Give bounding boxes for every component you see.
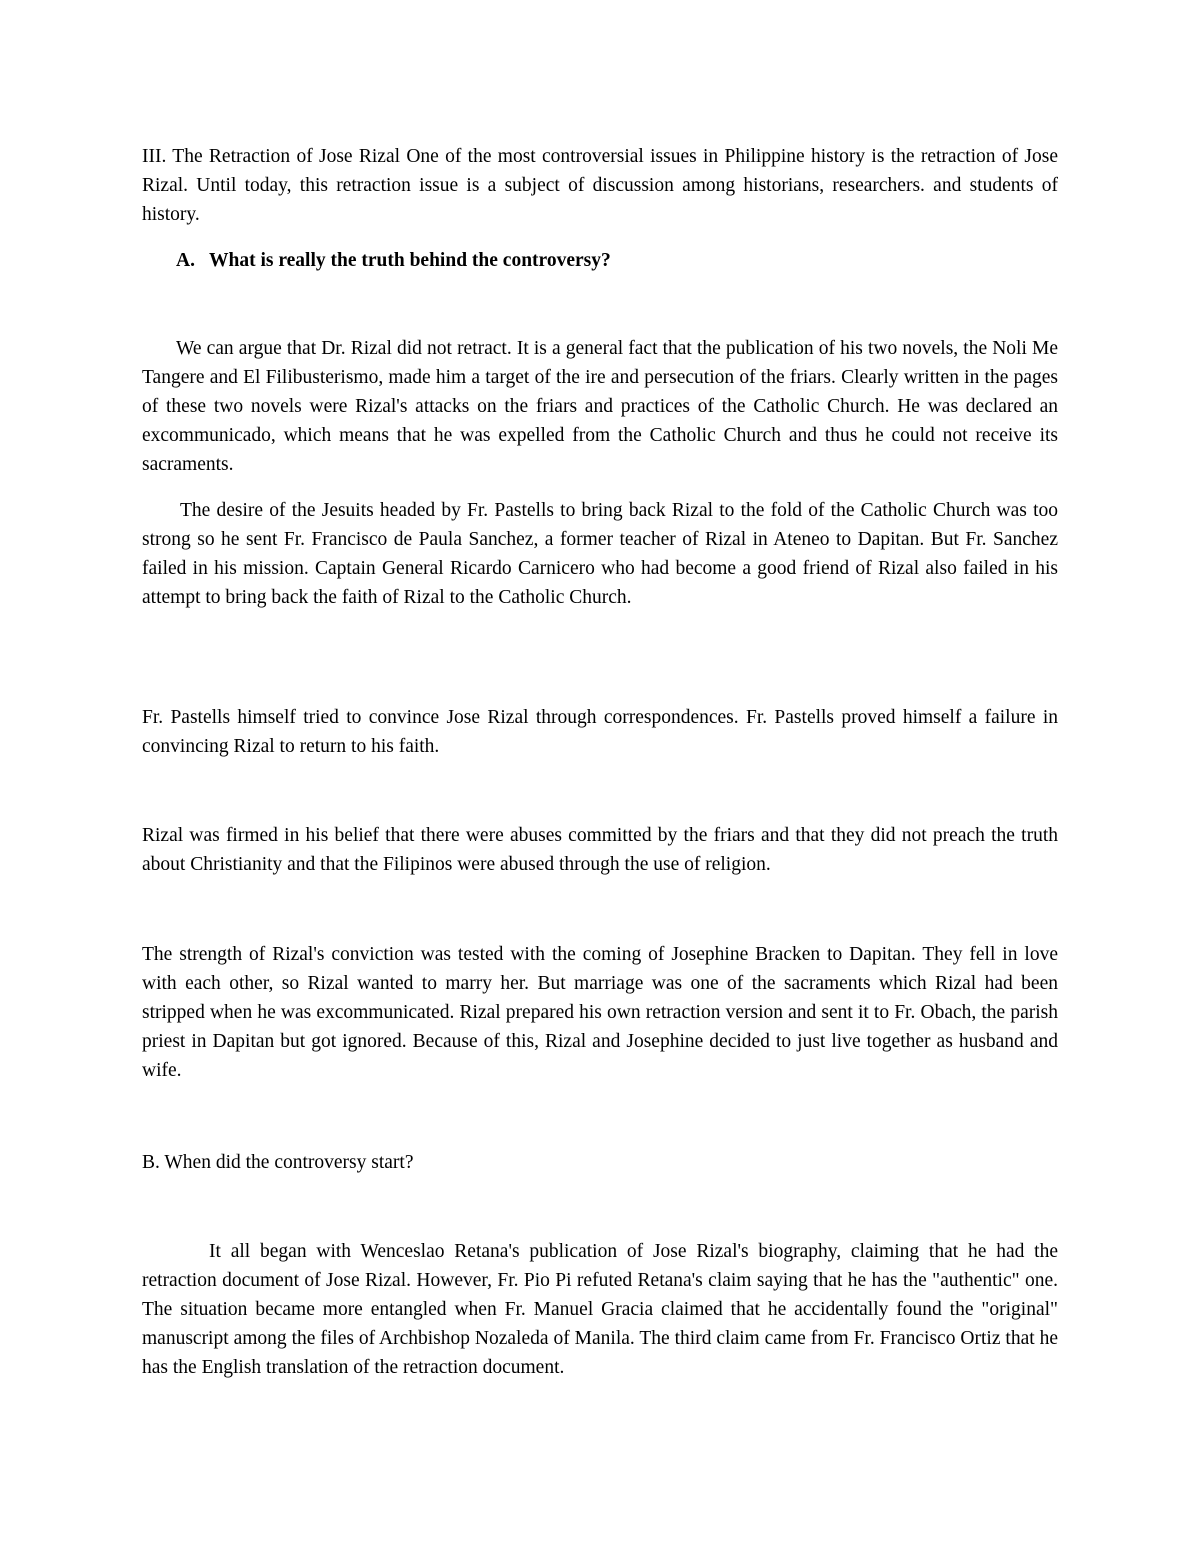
paragraph-jesuits-desire: The desire of the Jesuits headed by Fr. Pastells to bring back Rizal to the fold of the Catholic Church was too strong so he sent Fr. Francisco de Paula Sanchez, a former teacher of Rizal in Ateneo to Dapitan. But Fr. Sanchez failed in his mission. Captain General Ricardo Carnicero who had become a good friend of Rizal also failed in his attempt to bring back the faith of Rizal to the Catholic Church. (142, 500, 1058, 608)
paragraph-dr-rizal-did-not-retract: We can argue that Dr. Rizal did not retract. It is a general fact that the publication of his two novels, the Noli Me Tangere and El Filibusterismo, made him a target of the ire and persecution of the friars. Clearly written in the pages of these two novels were Rizal's attacks on the friars and practices of the Catholic Church. He was declared an excommunicado, which means that he was expelled from the Catholic Church and thus he could not receive its sacraments. (142, 338, 1058, 475)
section-a-heading (176, 246, 611, 275)
paragraph-retana-publication: It all began with Wenceslao Retana's publication of Jose Rizal's biography, claiming that he had the retraction document of Jose Rizal. However, Fr. Pio Pi refuted Retana's claim saying that he has the "authentic" one. The situation became more entangled when Fr. Manuel Gracia claimed that he accidentally found the "original" manuscript among the files of Archbishop Nozaleda of Manila. The third claim came from Fr. Francisco Ortiz that he has the English translation of the retraction document. (142, 1241, 1058, 1378)
intro-paragraph: III. The Retraction of Jose Rizal One of the most controversial issues in Philippine history is the retraction of Jose Rizal. Until today, this retraction issue is a subject of discussion among historians, researchers. and students of history. (142, 146, 1058, 225)
paragraph-josephine-bracken: The strength of Rizal's conviction was tested with the coming of Josephine Bracken to Dapitan. They fell in love with each other, so Rizal wanted to marry her. But marriage was one of the sacraments which Rizal had been stripped when he was excommunicated. Rizal prepared his own retraction version and sent it to Fr. Obach, the parish priest in Dapitan but got ignored. Because of this, Rizal and Josephine decided to just live together as husband and wife. (142, 944, 1058, 1081)
paragraph-pastells-correspondence: Fr. Pastells himself tried to convince Jose Rizal through correspondences. Fr. Pastells proved himself a failure in convincing Rizal to return to his faith. (142, 707, 1058, 757)
section-a-marker: A. (176, 250, 195, 271)
section-b-heading: B. When did the controversy start? (142, 1152, 414, 1173)
paragraph-rizal-belief: Rizal was firmed in his belief that there were abuses committed by the friars and that they did not preach the truth about Christianity and that the Filipinos were abused through the use of religion. (142, 825, 1058, 875)
section-a-title: What is really the truth behind the controversy? (209, 250, 611, 271)
